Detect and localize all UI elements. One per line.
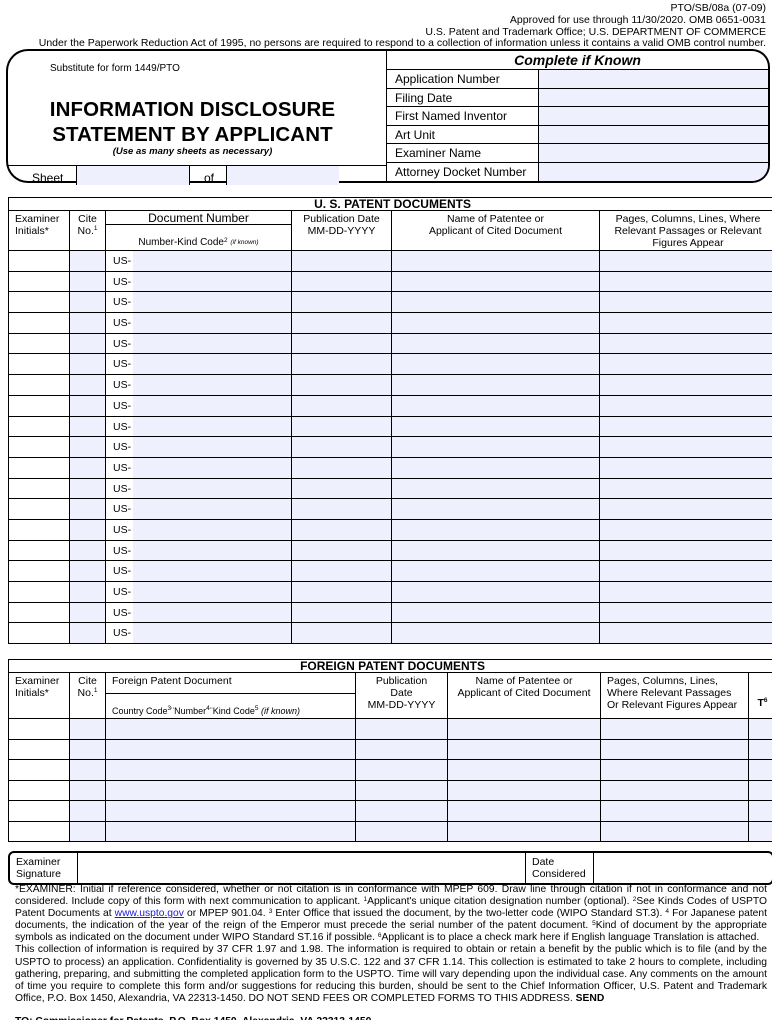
pages-columns-lines-cell[interactable] (600, 519, 772, 540)
fp-col-patentee-name: Name of Patentee or Applicant of Cited Document (448, 673, 601, 719)
document-number-cell[interactable] (106, 416, 292, 437)
cite-no-cell[interactable] (70, 499, 106, 520)
foreign-patent-row (9, 760, 772, 781)
examiner-initials-cell[interactable] (9, 313, 70, 334)
us-patent-row (9, 416, 772, 437)
examiner-instructions: *EXAMINER: Initial if reference considered, whether or not citation is in conformance with MPEP 609. Draw line through citation if not in conformance and not considered. Include copy of this form with next communication to applicant. $^1$Applicant's unique citation designation number (optional). $^2$See Kinds Codes of USPTO Patent Documents at www.uspto.gov or MPEP 901.04. $^3$ Enter Office that issued the document, by the two-letter code (WIPO Standard ST.3). $^4$ For Japanese patent documents, the indication of the year of the reign of the Emperor must precede the serial number of the patent document. $^5$Kind of document by the appropriate symbols as indicated on the document under WIPO Standard ST.16 if possible. $^6$Applicant is to place a check mark here if English language Translation is attached. (15, 884, 767, 944)
us-patent-row (9, 582, 772, 603)
pages-columns-lines-cell[interactable] (600, 375, 772, 396)
cite-no-cell[interactable] (70, 416, 106, 437)
document-number-field[interactable] (133, 437, 291, 457)
page-bottom-edge (0, 1020, 772, 1024)
fp-examiner-initials-cell[interactable] (9, 760, 70, 781)
publication-date-cell[interactable] (292, 602, 392, 623)
fp-pages-cell[interactable] (601, 739, 749, 760)
col-examiner-initials: Examiner Initials* (9, 211, 70, 251)
fp-cite-no-cell[interactable] (70, 780, 106, 801)
publication-date-cell[interactable] (292, 623, 392, 644)
patentee-name-cell[interactable] (392, 271, 600, 292)
fp-cite-no-cell[interactable] (70, 739, 106, 760)
us-prefix: US- (113, 399, 132, 412)
art-unit-row (387, 126, 768, 145)
document-number-field[interactable] (133, 292, 291, 312)
us-patent-row (9, 437, 772, 458)
application-number-field[interactable] (539, 70, 768, 88)
examiner-initials-cell[interactable] (9, 499, 70, 520)
document-number-cell[interactable] (106, 623, 292, 644)
cite-no-cell[interactable] (70, 519, 106, 540)
fp-cite-no-cell[interactable] (70, 719, 106, 740)
patentee-name-cell[interactable] (392, 416, 600, 437)
substitute-form-label: Substitute for form 1449/PTO (50, 63, 180, 74)
foreign-patent-documents-table (8, 659, 772, 842)
attorney-docket-row (387, 163, 768, 182)
cite-no-cell[interactable] (70, 478, 106, 499)
us-prefix: US- (113, 317, 132, 330)
us-prefix: US- (113, 255, 132, 267)
cite-no-cell[interactable] (70, 375, 106, 396)
fp-publication-date-cell[interactable] (356, 821, 448, 842)
us-patent-row (9, 251, 772, 272)
patentee-name-cell[interactable] (392, 582, 600, 603)
fp-patentee-name-cell[interactable] (448, 801, 601, 822)
publication-date-cell[interactable] (292, 292, 392, 313)
us-prefix: US- (113, 379, 132, 392)
cite-no-cell[interactable] (70, 457, 106, 478)
filing-date-field[interactable] (539, 89, 768, 107)
application-number-row (387, 70, 768, 89)
examiner-signature-label: Examiner Signature (10, 853, 78, 883)
us-prefix: US- (113, 420, 132, 433)
fp-col-publication-date: Publication Date MM-DD-YYYY (356, 673, 448, 719)
us-prefix: US- (113, 358, 132, 371)
fp-publication-date-cell[interactable] (356, 739, 448, 760)
examiner-initials-cell[interactable] (9, 292, 70, 313)
examiner-initials-cell[interactable] (9, 375, 70, 396)
us-patent-row (9, 395, 772, 416)
fp-col-cite-no: Cite No.$^1$ (70, 673, 106, 719)
publication-date-cell[interactable] (292, 375, 392, 396)
document-number-field[interactable] (133, 520, 291, 540)
fp-publication-date-cell[interactable] (356, 760, 448, 781)
document-number-field[interactable] (133, 417, 291, 437)
fp-pages-cell[interactable] (601, 821, 749, 842)
fp-translation-checkbox[interactable] (749, 760, 772, 781)
document-number-cell[interactable] (106, 271, 292, 292)
cite-no-cell[interactable] (70, 354, 106, 375)
patentee-name-cell[interactable] (392, 540, 600, 561)
fp-patentee-name-cell[interactable] (448, 780, 601, 801)
col-number-kind-code: Number-Kind Code$^2$ $^{(if known)}$ (106, 225, 292, 251)
document-number-cell[interactable] (106, 499, 292, 520)
cite-no-cell[interactable] (70, 271, 106, 292)
document-number-field[interactable] (133, 354, 291, 374)
cite-no-cell[interactable] (70, 292, 106, 313)
examiner-initials-cell[interactable] (9, 354, 70, 375)
fp-examiner-initials-cell[interactable] (9, 801, 70, 822)
fp-patentee-name-cell[interactable] (448, 739, 601, 760)
patentee-name-cell[interactable] (392, 375, 600, 396)
fp-pages-cell[interactable] (601, 760, 749, 781)
fp-cite-no-cell[interactable] (70, 801, 106, 822)
patentee-name-cell[interactable] (392, 478, 600, 499)
pages-columns-lines-cell[interactable] (600, 623, 772, 644)
col-pages-columns-lines: Pages, Columns, Lines, Where Relevant Passages or Relevant Figures Appear (600, 211, 772, 251)
examiner-initials-cell[interactable] (9, 251, 70, 272)
fp-examiner-initials-cell[interactable] (9, 780, 70, 801)
patentee-name-cell[interactable] (392, 623, 600, 644)
document-number-cell[interactable] (106, 540, 292, 561)
fp-document-cell[interactable] (106, 719, 356, 740)
us-patent-documents-table (8, 197, 772, 644)
us-patent-row (9, 540, 772, 561)
us-patent-row (9, 292, 772, 313)
pages-columns-lines-cell[interactable] (600, 457, 772, 478)
cite-no-cell[interactable] (70, 437, 106, 458)
patentee-name-cell[interactable] (392, 519, 600, 540)
examiner-initials-cell[interactable] (9, 582, 70, 603)
title-line-2: STATEMENT BY APPLICANT (52, 123, 333, 146)
patentee-name-cell[interactable] (392, 561, 600, 582)
title-line-1: INFORMATION DISCLOSURE (49, 98, 336, 121)
patentee-name-cell[interactable] (392, 292, 600, 313)
fp-document-cell[interactable] (106, 739, 356, 760)
of-label: of (204, 171, 215, 185)
document-number-cell[interactable] (106, 519, 292, 540)
sheet-row (8, 165, 387, 184)
col-patentee-name: Name of Patentee or Applicant of Cited Document (392, 211, 600, 251)
cite-no-cell[interactable] (70, 540, 106, 561)
cite-no-cell[interactable] (70, 251, 106, 272)
foreign-patent-row (9, 780, 772, 801)
examiner-signature-field[interactable] (78, 853, 526, 883)
examiner-initials-cell[interactable] (9, 437, 70, 458)
us-prefix: US- (113, 337, 132, 350)
first-named-inventor-row (387, 107, 768, 126)
patentee-name-cell[interactable] (392, 251, 600, 272)
fp-publication-date-cell[interactable] (356, 780, 448, 801)
document-number-field[interactable] (133, 251, 291, 271)
publication-date-cell[interactable] (292, 395, 392, 416)
pages-columns-lines-cell[interactable] (600, 416, 772, 437)
publication-date-cell[interactable] (292, 519, 392, 540)
us-patent-section-title: U. S. PATENT DOCUMENTS (9, 198, 772, 211)
us-prefix: US- (113, 482, 132, 495)
fp-cite-no-cell[interactable] (70, 821, 106, 842)
burden-statement: This collection of information is required by 37 CFR 1.97 and 1.98. The information is required to obtain or retain a benefit by the public which is to file (and by the USPTO to process) an application. Confidentiality is governed by 35 U.S.C. 122 and 37 CFR 1.14. This collection is estimated to take 2 hours to complete, including gathering, preparing, and submitting the completed application form to the USPTO. Time will vary depending upon the individual case. Any comments on the amount of time you require to complete this form and/or suggestions for reducing this burden, should be sent to the Chief Information Officer, U.S. Patent and Trademark Office, P.O. Box 1450, Alexandria, VA 22313-1450. DO NOT SEND FEES OR COMPLETED FORMS TO THIS ADDRESS. SEND (15, 944, 767, 1004)
paperwork-notice: Under the Paperwork Reduction Act of 1995, no persons are required to respond to a collection of information unless it contains a valid OMB control number. (38, 37, 766, 49)
fp-col-foreign-document: Foreign Patent Document (106, 673, 356, 694)
document-number-cell[interactable] (106, 457, 292, 478)
publication-date-cell[interactable] (292, 478, 392, 499)
first-named-inventor-label: First Named Inventor (387, 107, 539, 125)
fp-patentee-name-cell[interactable] (448, 719, 601, 740)
pages-columns-lines-cell[interactable] (600, 582, 772, 603)
patentee-name-cell[interactable] (392, 602, 600, 623)
attorney-docket-field[interactable] (539, 163, 768, 182)
date-considered-field[interactable] (594, 853, 772, 883)
us-prefix: US- (113, 441, 132, 454)
art-unit-label: Art Unit (387, 126, 539, 144)
patentee-name-cell[interactable] (392, 354, 600, 375)
pages-columns-lines-cell[interactable] (600, 540, 772, 561)
examiner-initials-cell[interactable] (9, 478, 70, 499)
attorney-docket-label: Attorney Docket Number (387, 163, 539, 182)
examiner-signature-box (8, 851, 772, 885)
complete-if-known-box (386, 49, 770, 183)
uspto-link[interactable]: www.uspto.gov (114, 908, 184, 920)
document-number-cell[interactable] (106, 561, 292, 582)
document-number-field[interactable] (133, 396, 291, 416)
foreign-patent-row (9, 801, 772, 822)
pages-columns-lines-cell[interactable] (600, 561, 772, 582)
us-patent-row (9, 602, 772, 623)
cite-no-cell[interactable] (70, 561, 106, 582)
pages-columns-lines-cell[interactable] (600, 354, 772, 375)
document-number-cell[interactable] (106, 395, 292, 416)
examiner-name-row (387, 144, 768, 163)
pages-columns-lines-cell[interactable] (600, 478, 772, 499)
us-prefix: US- (113, 627, 132, 640)
us-patent-row (9, 375, 772, 396)
subtitle: (Use as many sheets as necessary) (112, 146, 273, 157)
cite-no-cell[interactable] (70, 313, 106, 334)
document-number-field[interactable] (133, 313, 291, 333)
foreign-patent-row (9, 739, 772, 760)
fp-document-cell[interactable] (106, 760, 356, 781)
patentee-name-cell[interactable] (392, 457, 600, 478)
fp-translation-checkbox[interactable] (749, 719, 772, 740)
us-patent-row (9, 478, 772, 499)
document-number-cell[interactable] (106, 354, 292, 375)
document-number-cell[interactable] (106, 602, 292, 623)
examiner-initials-cell[interactable] (9, 561, 70, 582)
us-patent-row (9, 499, 772, 520)
document-number-field[interactable] (133, 334, 291, 354)
us-patent-row (9, 519, 772, 540)
examiner-name-field[interactable] (539, 144, 768, 162)
document-number-field[interactable] (133, 623, 291, 643)
examiner-initials-cell[interactable] (9, 519, 70, 540)
foreign-patent-section-title: FOREIGN PATENT DOCUMENTS (9, 660, 772, 673)
pages-columns-lines-cell[interactable] (600, 251, 772, 272)
fp-cite-no-cell[interactable] (70, 760, 106, 781)
publication-date-cell[interactable] (292, 251, 392, 272)
fp-publication-date-cell[interactable] (356, 801, 448, 822)
examiner-initials-cell[interactable] (9, 457, 70, 478)
sheet-number-field[interactable] (76, 166, 190, 185)
foreign-patent-row (9, 719, 772, 740)
us-prefix: US- (113, 296, 132, 309)
document-number-cell[interactable] (106, 375, 292, 396)
document-number-field[interactable] (133, 582, 291, 602)
cite-no-cell[interactable] (70, 582, 106, 603)
document-number-field[interactable] (133, 479, 291, 499)
document-number-field[interactable] (133, 458, 291, 478)
fp-patentee-name-cell[interactable] (448, 760, 601, 781)
filing-date-label: Filing Date (387, 89, 539, 107)
pages-columns-lines-cell[interactable] (600, 292, 772, 313)
us-prefix: US- (113, 275, 132, 288)
pages-columns-lines-cell[interactable] (600, 437, 772, 458)
pages-columns-lines-cell[interactable] (600, 499, 772, 520)
cite-no-cell[interactable] (70, 623, 106, 644)
cite-no-cell[interactable] (70, 602, 106, 623)
publication-date-cell[interactable] (292, 582, 392, 603)
fp-examiner-initials-cell[interactable] (9, 821, 70, 842)
us-prefix: US- (113, 523, 132, 536)
form-id: PTO/SB/08a (07-09) (670, 2, 766, 14)
fp-translation-checkbox[interactable] (749, 780, 772, 801)
fp-document-cell[interactable] (106, 821, 356, 842)
us-patent-row (9, 457, 772, 478)
fp-translation-checkbox[interactable] (749, 739, 772, 760)
document-number-cell[interactable] (106, 478, 292, 499)
fp-pages-cell[interactable] (601, 780, 749, 801)
fp-examiner-initials-cell[interactable] (9, 739, 70, 760)
first-named-inventor-field[interactable] (539, 107, 768, 125)
agency-name: U.S. Patent and Trademark Office; U.S. DEPARTMENT OF COMMERCE (425, 26, 766, 38)
examiner-name-label: Examiner Name (387, 144, 539, 162)
publication-date-cell[interactable] (292, 561, 392, 582)
fp-col-country-number-kind: Country Code$^3$¨Number$^4$¨Kind Code$^5$ (if known) (106, 694, 356, 719)
us-prefix: US- (113, 586, 132, 598)
patentee-name-cell[interactable] (392, 395, 600, 416)
us-prefix: US- (113, 565, 132, 578)
pages-columns-lines-cell[interactable] (600, 333, 772, 354)
document-number-cell[interactable] (106, 292, 292, 313)
pages-columns-lines-cell[interactable] (600, 395, 772, 416)
publication-date-cell[interactable] (292, 499, 392, 520)
us-prefix: US- (113, 544, 132, 557)
us-patent-row (9, 271, 772, 292)
complete-if-known-title: Complete if Known (387, 51, 768, 70)
publication-date-cell[interactable] (292, 457, 392, 478)
fp-examiner-initials-cell[interactable] (9, 719, 70, 740)
examiner-initials-cell[interactable] (9, 540, 70, 561)
fp-pages-cell[interactable] (601, 719, 749, 740)
col-cite-no: Cite No.$^1$ (70, 211, 106, 251)
fp-col-examiner-initials: Examiner Initials* (9, 673, 70, 719)
date-considered-label: Date Considered (526, 853, 594, 883)
page-title (20, 97, 365, 147)
application-number-label: Application Number (387, 70, 539, 88)
publication-date-cell[interactable] (292, 354, 392, 375)
fp-patentee-name-cell[interactable] (448, 821, 601, 842)
publication-date-cell[interactable] (292, 437, 392, 458)
fp-document-cell[interactable] (106, 780, 356, 801)
document-number-field[interactable] (133, 272, 291, 292)
document-number-field[interactable] (133, 561, 291, 581)
document-number-cell[interactable] (106, 582, 292, 603)
footnotes (15, 884, 767, 1005)
fp-col-pages-columns-lines: Pages, Columns, Lines, Where Relevant Passages Or Relevant Figures Appear (601, 673, 749, 719)
document-number-cell[interactable] (106, 333, 292, 354)
fp-pages-cell[interactable] (601, 801, 749, 822)
pages-columns-lines-cell[interactable] (600, 313, 772, 334)
us-prefix: US- (113, 503, 132, 516)
examiner-initials-cell[interactable] (9, 333, 70, 354)
cite-no-cell[interactable] (70, 395, 106, 416)
pages-columns-lines-cell[interactable] (600, 602, 772, 623)
us-patent-row (9, 333, 772, 354)
us-prefix: US- (113, 606, 132, 619)
examiner-initials-cell[interactable] (9, 395, 70, 416)
cite-no-cell[interactable] (70, 333, 106, 354)
patentee-name-cell[interactable] (392, 333, 600, 354)
document-number-cell[interactable] (106, 251, 292, 272)
foreign-patent-row (9, 821, 772, 842)
publication-date-cell[interactable] (292, 313, 392, 334)
us-patent-row (9, 623, 772, 644)
document-number-field[interactable] (133, 375, 291, 395)
publication-date-cell[interactable] (292, 540, 392, 561)
fp-col-translation: $T^6$ (749, 673, 772, 719)
examiner-initials-cell[interactable] (9, 623, 70, 644)
fp-document-cell[interactable] (106, 801, 356, 822)
document-number-cell[interactable] (106, 437, 292, 458)
us-patent-row (9, 354, 772, 375)
examiner-initials-cell[interactable] (9, 602, 70, 623)
publication-date-cell[interactable] (292, 416, 392, 437)
col-publication-date: Publication Date MM-DD-YYYY (292, 211, 392, 251)
patentee-name-cell[interactable] (392, 437, 600, 458)
examiner-initials-cell[interactable] (9, 271, 70, 292)
col-document-number: Document Number (106, 211, 292, 225)
document-number-field[interactable] (133, 499, 291, 519)
document-number-field[interactable] (133, 541, 291, 561)
document-number-cell[interactable] (106, 313, 292, 334)
art-unit-field[interactable] (539, 126, 768, 144)
examiner-initials-cell[interactable] (9, 416, 70, 437)
us-patent-row (9, 313, 772, 334)
publication-date-cell[interactable] (292, 271, 392, 292)
filing-date-row (387, 89, 768, 108)
patentee-name-cell[interactable] (392, 313, 600, 334)
fp-translation-checkbox[interactable] (749, 801, 772, 822)
fp-publication-date-cell[interactable] (356, 719, 448, 740)
us-prefix: US- (113, 461, 132, 474)
sheet-label: Sheet (32, 171, 64, 185)
patentee-name-cell[interactable] (392, 499, 600, 520)
fp-translation-checkbox[interactable] (749, 821, 772, 842)
total-sheets-field[interactable] (226, 166, 339, 185)
approval-notice: Approved for use through 11/30/2020. OMB 0651-0031 (509, 14, 766, 26)
publication-date-cell[interactable] (292, 333, 392, 354)
document-number-field[interactable] (133, 603, 291, 623)
us-patent-row (9, 561, 772, 582)
pages-columns-lines-cell[interactable] (600, 271, 772, 292)
